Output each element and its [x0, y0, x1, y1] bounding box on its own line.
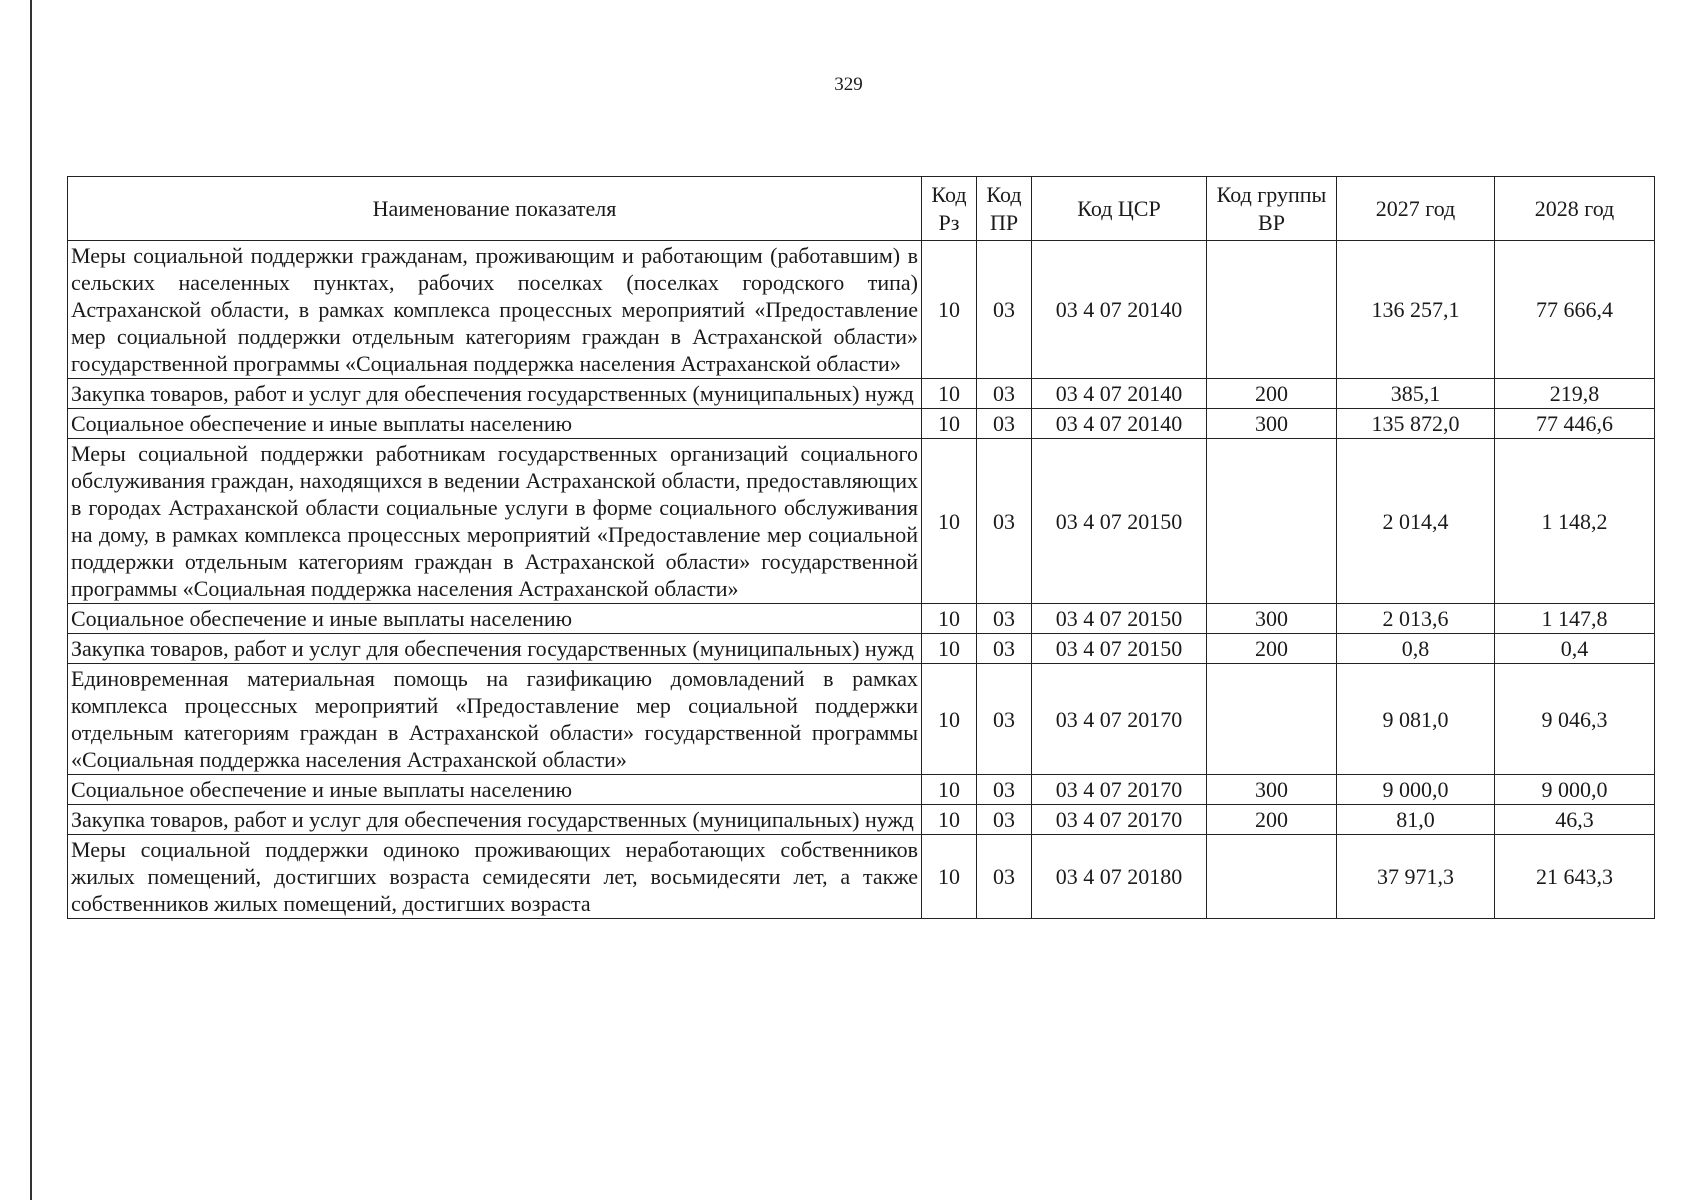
cell-pr: 03	[977, 379, 1032, 409]
cell-vr	[1207, 835, 1337, 919]
budget-table	[67, 176, 1655, 919]
cell-csr: 03 4 07 20150	[1032, 634, 1207, 664]
table-row	[68, 241, 1655, 379]
cell-2028: 9 046,3	[1495, 664, 1655, 775]
header-pr: Код ПР	[977, 177, 1032, 241]
table-header-row	[68, 177, 1655, 241]
cell-2027: 81,0	[1337, 805, 1495, 835]
cell-2028: 0,4	[1495, 634, 1655, 664]
cell-name: Закупка товаров, работ и услуг для обеспечения государственных (муниципальных) нужд	[68, 634, 922, 664]
cell-vr: 200	[1207, 634, 1337, 664]
cell-csr: 03 4 07 20140	[1032, 409, 1207, 439]
cell-name: Меры социальной поддержки одиноко проживающих неработающих собственников жилых помещений, достигших возраста семидесяти лет, восьмидесяти лет, а также собственников жилых помещений, достигших возраста	[68, 835, 922, 919]
cell-pr: 03	[977, 664, 1032, 775]
cell-name: Закупка товаров, работ и услуг для обеспечения государственных (муниципальных) нужд	[68, 379, 922, 409]
page-number: 329	[834, 74, 863, 95]
cell-2028: 46,3	[1495, 805, 1655, 835]
table-row	[68, 379, 1655, 409]
table-row	[68, 439, 1655, 604]
cell-pr: 03	[977, 805, 1032, 835]
cell-vr: 300	[1207, 604, 1337, 634]
cell-2028: 1 147,8	[1495, 604, 1655, 634]
cell-csr: 03 4 07 20150	[1032, 439, 1207, 604]
cell-rz: 10	[922, 439, 977, 604]
cell-vr	[1207, 439, 1337, 604]
cell-2027: 136 257,1	[1337, 241, 1495, 379]
cell-vr: 300	[1207, 775, 1337, 805]
cell-vr: 200	[1207, 379, 1337, 409]
table-row	[68, 409, 1655, 439]
cell-rz: 10	[922, 805, 977, 835]
cell-2027: 135 872,0	[1337, 409, 1495, 439]
cell-csr: 03 4 07 20150	[1032, 604, 1207, 634]
cell-vr: 300	[1207, 409, 1337, 439]
cell-vr: 200	[1207, 805, 1337, 835]
cell-vr	[1207, 664, 1337, 775]
cell-2027: 0,8	[1337, 634, 1495, 664]
cell-name: Закупка товаров, работ и услуг для обеспечения государственных (муниципальных) нужд	[68, 805, 922, 835]
cell-csr: 03 4 07 20140	[1032, 241, 1207, 379]
cell-pr: 03	[977, 634, 1032, 664]
header-name: Наименование показателя	[68, 177, 922, 241]
cell-name: Меры социальной поддержки гражданам, проживающим и работающим (работавшим) в сельских населенных пунктах, рабочих поселках (поселках городского типа) Астраханской области, в рамках комплекса процессных мероприятий «Предоставление мер социальной поддержки отдельным категориям граждан в Астраханской области» государственной программы «Социальная поддержка населения Астраханской области»	[68, 241, 922, 379]
table-row	[68, 835, 1655, 919]
cell-name: Социальное обеспечение и иные выплаты населению	[68, 604, 922, 634]
table-row	[68, 775, 1655, 805]
cell-rz: 10	[922, 664, 977, 775]
cell-rz: 10	[922, 775, 977, 805]
cell-pr: 03	[977, 775, 1032, 805]
cell-vr	[1207, 241, 1337, 379]
cell-pr: 03	[977, 409, 1032, 439]
cell-2028: 77 446,6	[1495, 409, 1655, 439]
cell-2027: 37 971,3	[1337, 835, 1495, 919]
cell-2028: 219,8	[1495, 379, 1655, 409]
cell-rz: 10	[922, 835, 977, 919]
cell-name: Меры социальной поддержки работникам государственных организаций социального обслуживания граждан, находящихся в ведении Астраханской области, предоставляющих в городах Астраханской области социальные услуги в форме социального обслуживания на дому, в рамках комплекса процессных мероприятий «Предоставление мер социальной поддержки отдельным категориям граждан в Астраханской области» государственной программы «Социальная поддержка населения Астраханской области»	[68, 439, 922, 604]
page-binding-line	[30, 0, 32, 1200]
cell-csr: 03 4 07 20140	[1032, 379, 1207, 409]
cell-2028: 77 666,4	[1495, 241, 1655, 379]
cell-2027: 9 000,0	[1337, 775, 1495, 805]
cell-name: Социальное обеспечение и иные выплаты населению	[68, 775, 922, 805]
cell-2028: 9 000,0	[1495, 775, 1655, 805]
table-body	[68, 241, 1655, 919]
header-rz: Код Рз	[922, 177, 977, 241]
cell-name: Единовременная материальная помощь на газификацию домовладений в рамках комплекса процессных мероприятий «Предоставление мер социальной поддержки отдельным категориям граждан в Астраханской области» государственной программы «Социальная поддержка населения Астраханской области»	[68, 664, 922, 775]
cell-pr: 03	[977, 604, 1032, 634]
cell-name: Социальное обеспечение и иные выплаты населению	[68, 409, 922, 439]
cell-pr: 03	[977, 241, 1032, 379]
header-2027: 2027 год	[1337, 177, 1495, 241]
cell-2027: 9 081,0	[1337, 664, 1495, 775]
cell-csr: 03 4 07 20180	[1032, 835, 1207, 919]
cell-2028: 1 148,2	[1495, 439, 1655, 604]
cell-rz: 10	[922, 604, 977, 634]
header-csr: Код ЦСР	[1032, 177, 1207, 241]
cell-csr: 03 4 07 20170	[1032, 775, 1207, 805]
table-row	[68, 604, 1655, 634]
cell-rz: 10	[922, 409, 977, 439]
cell-2028: 21 643,3	[1495, 835, 1655, 919]
header-vr: Код группы ВР	[1207, 177, 1337, 241]
cell-pr: 03	[977, 835, 1032, 919]
header-2028: 2028 год	[1495, 177, 1655, 241]
cell-pr: 03	[977, 439, 1032, 604]
cell-rz: 10	[922, 241, 977, 379]
table-row	[68, 634, 1655, 664]
cell-rz: 10	[922, 634, 977, 664]
cell-csr: 03 4 07 20170	[1032, 805, 1207, 835]
table-row	[68, 664, 1655, 775]
cell-rz: 10	[922, 379, 977, 409]
cell-2027: 385,1	[1337, 379, 1495, 409]
table-row	[68, 805, 1655, 835]
cell-2027: 2 013,6	[1337, 604, 1495, 634]
cell-csr: 03 4 07 20170	[1032, 664, 1207, 775]
cell-2027: 2 014,4	[1337, 439, 1495, 604]
